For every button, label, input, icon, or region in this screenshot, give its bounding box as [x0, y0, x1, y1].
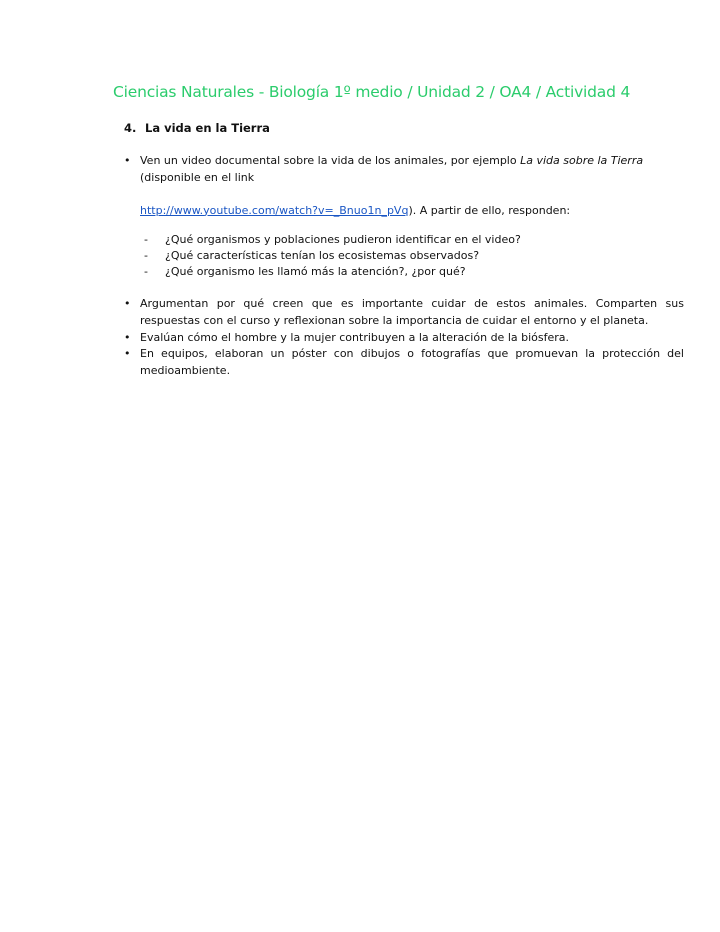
- question-text: ¿Qué características tenían los ecosistemas observados?: [165, 249, 480, 262]
- documentary-title: La vida sobre la Tierra: [520, 154, 644, 167]
- bullet-icon: •: [124, 154, 131, 167]
- question-item: - ¿Qué organismo les llamó más la atención?, ¿por qué?: [144, 264, 684, 281]
- list-item: [124, 346, 684, 379]
- youtube-link[interactable]: http://www.youtube.com/watch?v=_Bnuo1n_pVq: [140, 203, 409, 217]
- page-header-title: Ciencias Naturales - Biología 1º medio / Unidad 2 / OA4 / Actividad 4: [113, 83, 631, 101]
- bullet-icon: •: [124, 347, 131, 360]
- bullet-icon: •: [124, 297, 131, 310]
- question-item: - ¿Qué organismos y poblaciones pudieron identificar en el video?: [144, 232, 684, 249]
- item-text: ). A partir de ello, responden:: [408, 203, 571, 217]
- question-text: ¿Qué organismo les llamó más la atención?, ¿por qué?: [165, 265, 466, 278]
- item-text: Evalúan cómo el hombre y la mujer contribuyen a la alteración de la biósfera.: [140, 331, 570, 344]
- bullet-icon: •: [124, 331, 131, 344]
- list-item: [124, 296, 684, 329]
- item-text: (disponible en el link: [140, 170, 255, 184]
- section-number: 4.: [124, 121, 137, 135]
- list-item: [124, 153, 684, 219]
- item-text: Ven un video documental sobre la vida de los animales, por ejemplo: [140, 154, 521, 167]
- question-item: - ¿Qué características tenían los ecosistemas observados?: [144, 248, 684, 265]
- section-title: La vida en la Tierra: [145, 121, 270, 135]
- item-text: Argumentan por qué creen que es importante cuidar de estos animales. Comparten sus respuestas con el curso y reflexionan sobre la importancia de cuidar el entorno y el planeta.: [140, 297, 684, 327]
- question-text: ¿Qué organismos y poblaciones pudieron identificar en el video?: [165, 233, 521, 246]
- item-text: En equipos, elaboran un póster con dibujos o fotografías que promuevan la protección del medioambiente.: [140, 347, 684, 377]
- section-heading: [124, 121, 270, 135]
- list-item: [124, 330, 684, 347]
